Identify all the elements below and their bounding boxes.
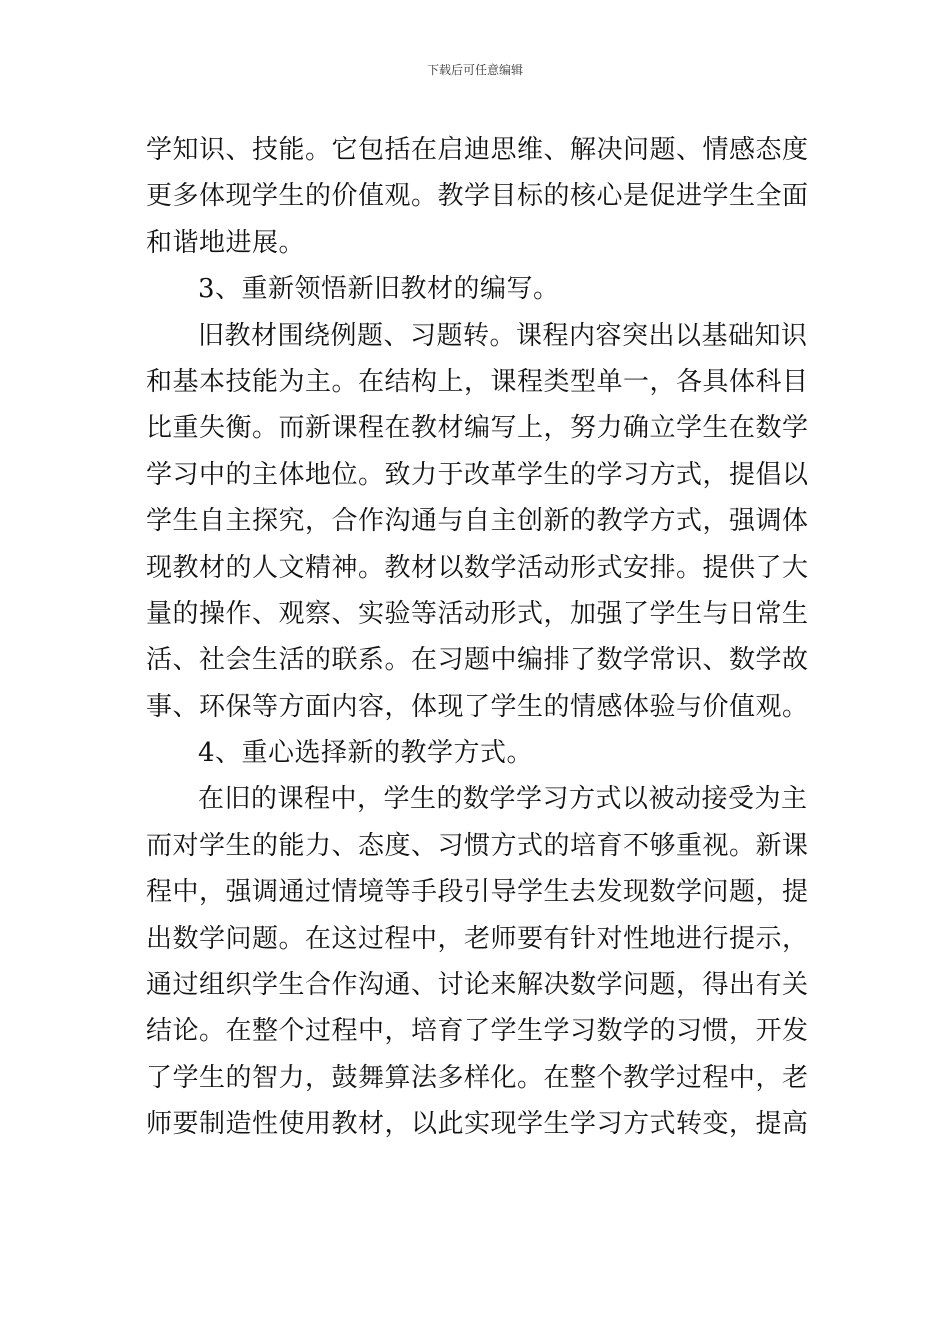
document-body	[146, 127, 814, 1148]
text-line: 事、环保等方面内容，体现了学生的情感体验与价值观。	[146, 691, 809, 722]
text-line: 出数学问题。在这过程中，老师要有针对性地进行提示，	[146, 923, 809, 954]
text-line: 旧教材围绕例题、习题转。课程内容突出以基础知识	[198, 320, 808, 351]
text-line: 结论。在整个过程中，培育了学生学习数学的习惯，开发	[146, 1016, 809, 1047]
text-line: 而对学生的能力、态度、习惯方式的培育不够重视。新课	[146, 830, 809, 861]
text-line: 程中，强调通过情境等手段引导学生去发现数学问题，提	[146, 877, 809, 908]
text-line: 现教材的人文精神。教材以数学活动形式安排。提供了大	[146, 552, 809, 583]
section-heading: 3、重新领悟新旧教材的编写。	[198, 274, 560, 305]
text-line: 和谐地进展。	[146, 227, 306, 258]
text-line: 更多体现学生的价值观。教学目标的核心是促进学生全面	[146, 181, 809, 212]
text-line: 活、社会生活的联系。在习题中编排了数学常识、数学故	[146, 645, 809, 676]
text-line: 学生自主探究，合作沟通与自主创新的教学方式，强调体	[146, 506, 809, 537]
text-line: 在旧的课程中，学生的数学学习方式以被动接受为主	[198, 784, 808, 815]
text-line: 学知识、技能。它包括在启迪思维、解决问题、情感态度	[146, 135, 809, 165]
text-line: 和基本技能为主。在结构上，课程类型单一，各具体科目	[146, 366, 809, 397]
text-line: 了学生的智力，鼓舞算法多样化。在整个教学过程中，老	[146, 1062, 809, 1093]
page-header: 下载后可任意编辑	[426, 63, 523, 77]
text-line: 师要制造性使用教材，以此实现学生学习方式转变，提高	[146, 1109, 809, 1140]
text-line: 通过组织学生合作沟通、讨论来解决数学问题，得出有关	[146, 970, 809, 1001]
text-line: 比重失衡。而新课程在教材编写上，努力确立学生在数学	[146, 413, 809, 444]
text-line: 量的操作、观察、实验等活动形式，加强了学生与日常生	[146, 598, 809, 629]
text-line: 学习中的主体地位。致力于改革学生的学习方式，提倡以	[146, 459, 809, 490]
section-heading: 4、重心选择新的教学方式。	[198, 738, 534, 769]
